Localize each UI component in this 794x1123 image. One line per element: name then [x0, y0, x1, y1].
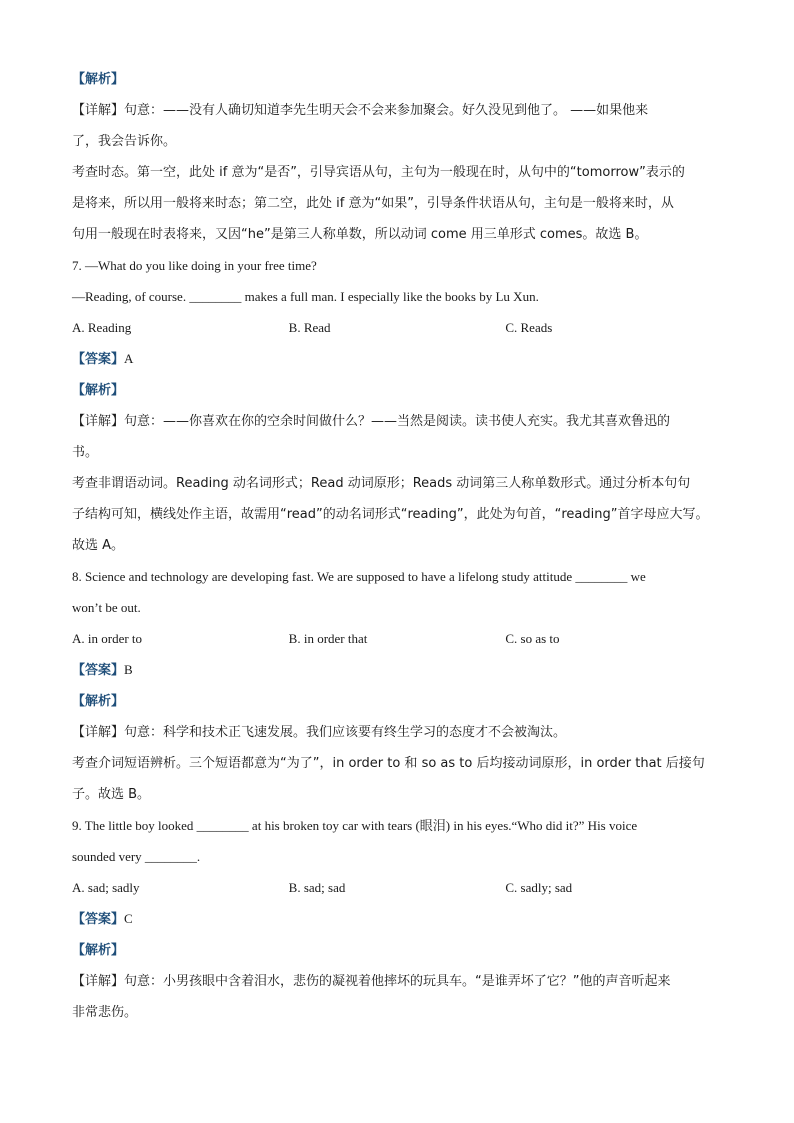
- document-page: [72, 64, 722, 1028]
- section-heading: 【解析】: [72, 72, 125, 87]
- answer-value: B: [124, 662, 133, 677]
- option-c: C. Reads: [505, 320, 553, 335]
- option-a: A. sad; sadly: [72, 880, 140, 895]
- answer-value: C: [124, 911, 133, 926]
- option-c: C. so as to: [505, 631, 560, 646]
- question-text: —Reading, of course. ________ makes a full man. I especially like the books by Lu Xun.: [72, 289, 539, 304]
- answer-options: [72, 872, 722, 903]
- explanation-text: 子结构可知，横线处作主语，故需用“read”的动名词形式“reading”，此处为句首，“reading”首字母应大写。: [72, 507, 709, 522]
- question-text: 9. The little boy looked ________ at his broken toy car with tears (眼泪) in his eyes.“Who did it?” His voice: [72, 818, 638, 833]
- answer-line: [72, 903, 722, 935]
- option-b: B. in order that: [288, 631, 368, 646]
- explanation-text: 非常悲伤。: [72, 1005, 138, 1020]
- answer-line: [72, 654, 722, 686]
- answer-label: 【答案】: [72, 352, 125, 367]
- option-a: A. in order to: [72, 631, 143, 646]
- answer-value: A: [124, 351, 134, 366]
- explanation-text: 句用一般现在时表将来，又因“he”是第三人称单数，所以动词 come 用三单形式 comes。故选 B。: [72, 227, 648, 242]
- explanation-text: 了，我会告诉你。: [72, 134, 177, 149]
- explanation-text: 考查时态。第一空，此处 if 意为“是否”，引导宾语从句，主句为一般现在时，从句中的“tomorrow”表示的: [72, 165, 685, 180]
- explanation-text: 【详解】句意：小男孩眼中含着泪水，悲伤的凝视着他摔坏的玩具车。“是谁弄坏了它？”他的声音听起来: [72, 974, 671, 989]
- answer-line: [72, 343, 722, 375]
- question-text: 7. —What do you like doing in your free time?: [72, 258, 317, 273]
- option-b: B. sad; sad: [288, 880, 346, 895]
- section-heading: 【解析】: [72, 383, 125, 398]
- question-text: won’t be out.: [72, 600, 141, 615]
- explanation-text: 【详解】句意：科学和技术正飞速发展。我们应该要有终生学习的态度才不会被淘汰。: [72, 725, 567, 740]
- explanation-text: 考查非谓语动词。Reading 动名词形式；Read 动词原形；Reads 动词第三人称单数形式。通过分析本句句: [72, 476, 691, 491]
- answer-options: [72, 623, 722, 654]
- option-a: A. Reading: [72, 320, 132, 335]
- section-heading: 【解析】: [72, 694, 125, 709]
- question-text: sounded very ________.: [72, 849, 201, 864]
- answer-label: 【答案】: [72, 663, 125, 678]
- answer-options: [72, 312, 722, 343]
- question-text: 8. Science and technology are developing fast. We are supposed to have a lifelong study attitude ________ we: [72, 569, 646, 584]
- explanation-text: 【详解】句意：——你喜欢在你的空余时间做什么？——当然是阅读。读书使人充实。我尤其喜欢鲁迅的: [72, 414, 671, 429]
- option-b: B. Read: [288, 320, 331, 335]
- explanation-text: 是将来，所以用一般将来时态；第二空，此处 if 意为“如果”，引导条件状语从句，主句是一般将来时，从: [72, 196, 674, 211]
- answer-label: 【答案】: [72, 912, 125, 927]
- option-c: C. sadly; sad: [505, 880, 573, 895]
- explanation-text: 考查介词短语辨析。三个短语都意为“为了”，in order to 和 so as to 后均接动词原形，in order that 后接句: [72, 756, 705, 771]
- explanation-text: 故选 A。: [72, 538, 125, 553]
- explanation-text: 书。: [72, 445, 99, 460]
- explanation-text: 子。故选 B。: [72, 787, 151, 802]
- section-heading: 【解析】: [72, 943, 125, 958]
- explanation-text: 【详解】句意：——没有人确切知道李先生明天会不会来参加聚会。好久没见到他了。 ——如果他来: [72, 103, 649, 118]
